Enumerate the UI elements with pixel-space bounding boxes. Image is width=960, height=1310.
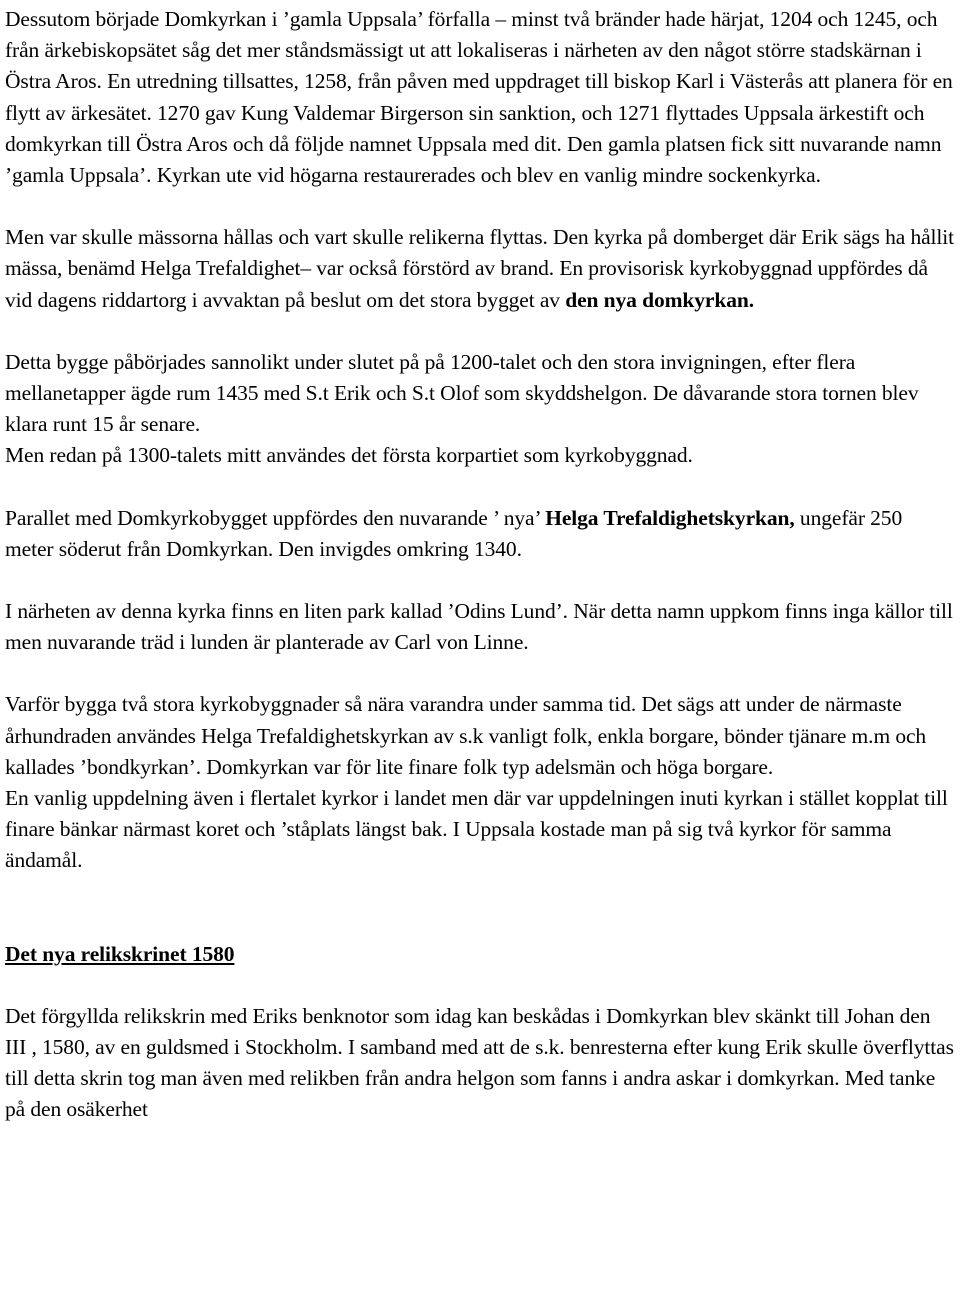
paragraph-text: Men var skulle mässorna hållas och vart skulle relikerna flyttas. Den kyrka på domberget där Erik sägs ha hållit mässa, benämd Helga Trefaldighet– var också förstörd av brand. En provisorisk kyrkobyggnad uppfördes då vid dagens riddartorg i avvaktan på beslut om det stora bygget av	[5, 225, 955, 312]
bold-phrase-trinity-church: Helga Trefaldighetskyrkan,	[545, 505, 795, 530]
paragraph-masses-and-relics	[5, 222, 955, 316]
paragraph-church-division: En vanlig uppdelning även i flertalet kyrkor i landet men där var uppdelningen inuti kyrkan i stället kopplat till finare bänkar närmast koret och ’ståplats längst bak. I Uppsala kostade man på sig två kyrkor för samma ändamål.	[5, 786, 948, 873]
paragraph-construction: Detta bygge påbörjades sannolikt under slutet på på 1200-talet och den stora invigningen, efter flera mellanetapper ägde rum 1435 med S.t Erik och S.t Olof som skyddshelgon. De dåvarande stora tornen blev klara runt 15 år senare.	[5, 349, 919, 437]
paragraph-choir-use: Men redan på 1300-talets mitt användes det första korpartiet som kyrkobyggnad.	[5, 443, 693, 468]
paragraph-reliquary: Det förgyllda relikskrin med Eriks benknotor som idag kan beskådas i Domkyrkan blev skänkt till Johan den III , 1580, av en guldsmed i Stockholm. I samband med att de s.k. benresterna efter kung Erik skulle överflyttas till detta skrin tog man även med relikben från andra helgon som fanns i andra askar i domkyrkan. Med tanke på den osäkerhet	[5, 1003, 954, 1122]
paragraph-spacer	[5, 658, 960, 689]
section-heading-reliquary: Det nya relikskrinet 1580	[5, 941, 235, 966]
paragraph-move-of-cathedral: Dessutom började Domkyrkan i ’gamla Uppsala’ förfalla – minst två bränder hade härjat, 1204 och 1245, och från ärkebiskopsätet såg det mer ståndsmässigt ut att lokaliseras i närheten av den något större stadskärnan i Östra Aros. En utredning tillsattes, 1258, från påven med uppdraget till biskop Karl i Västerås att planera för en flytt av ärkesätet. 1270 gav Kung Valdemar Birgerson sin sanktion, och 1271 flyttades Uppsala ärkestift och domkyrkan till Östra Aros och då följde namnet Uppsala med dit. Den gamla platsen fick sitt nuvarande namn ’gamla Uppsala’. Kyrkan ute vid högarna restaurerades och blev en vanlig mindre sockenkyrka.	[5, 7, 953, 188]
paragraph-two-churches: Varför bygga två stora kyrkobyggnader så nära varandra under samma tid. Det sägs att under de närmaste århundraden användes Helga Trefaldighetskyrkan av s.k vanligt folk, enkla borgare, bönder tjänare m.m och kallades ’bondkyrkan’. Domkyrkan var för lite finare folk typ adelsmän och höga borgare.	[5, 692, 927, 779]
paragraph-spacer	[5, 472, 960, 503]
paragraph-spacer	[5, 191, 960, 222]
paragraph-spacer	[5, 877, 960, 939]
paragraph-spacer	[5, 970, 960, 1001]
paragraph-spacer	[5, 565, 960, 596]
paragraph-text: ungefär 250 meter söderut från Domkyrkan. Den invigdes omkring 1340.	[5, 505, 903, 561]
paragraph-spacer	[5, 316, 960, 347]
paragraph-odins-lund: I närheten av denna kyrka finns en liten park kallad ’Odins Lund’. När detta namn uppkom finns inga källor till men nuvarande träd i lunden är planterade av Carl von Linne.	[5, 599, 953, 655]
paragraph-text: Parallet med Domkyrkobygget uppfördes den nuvarande ’ nya’	[5, 505, 546, 530]
bold-phrase-new-cathedral: den nya domkyrkan.	[565, 287, 755, 312]
paragraph-trinity-church	[5, 503, 955, 565]
